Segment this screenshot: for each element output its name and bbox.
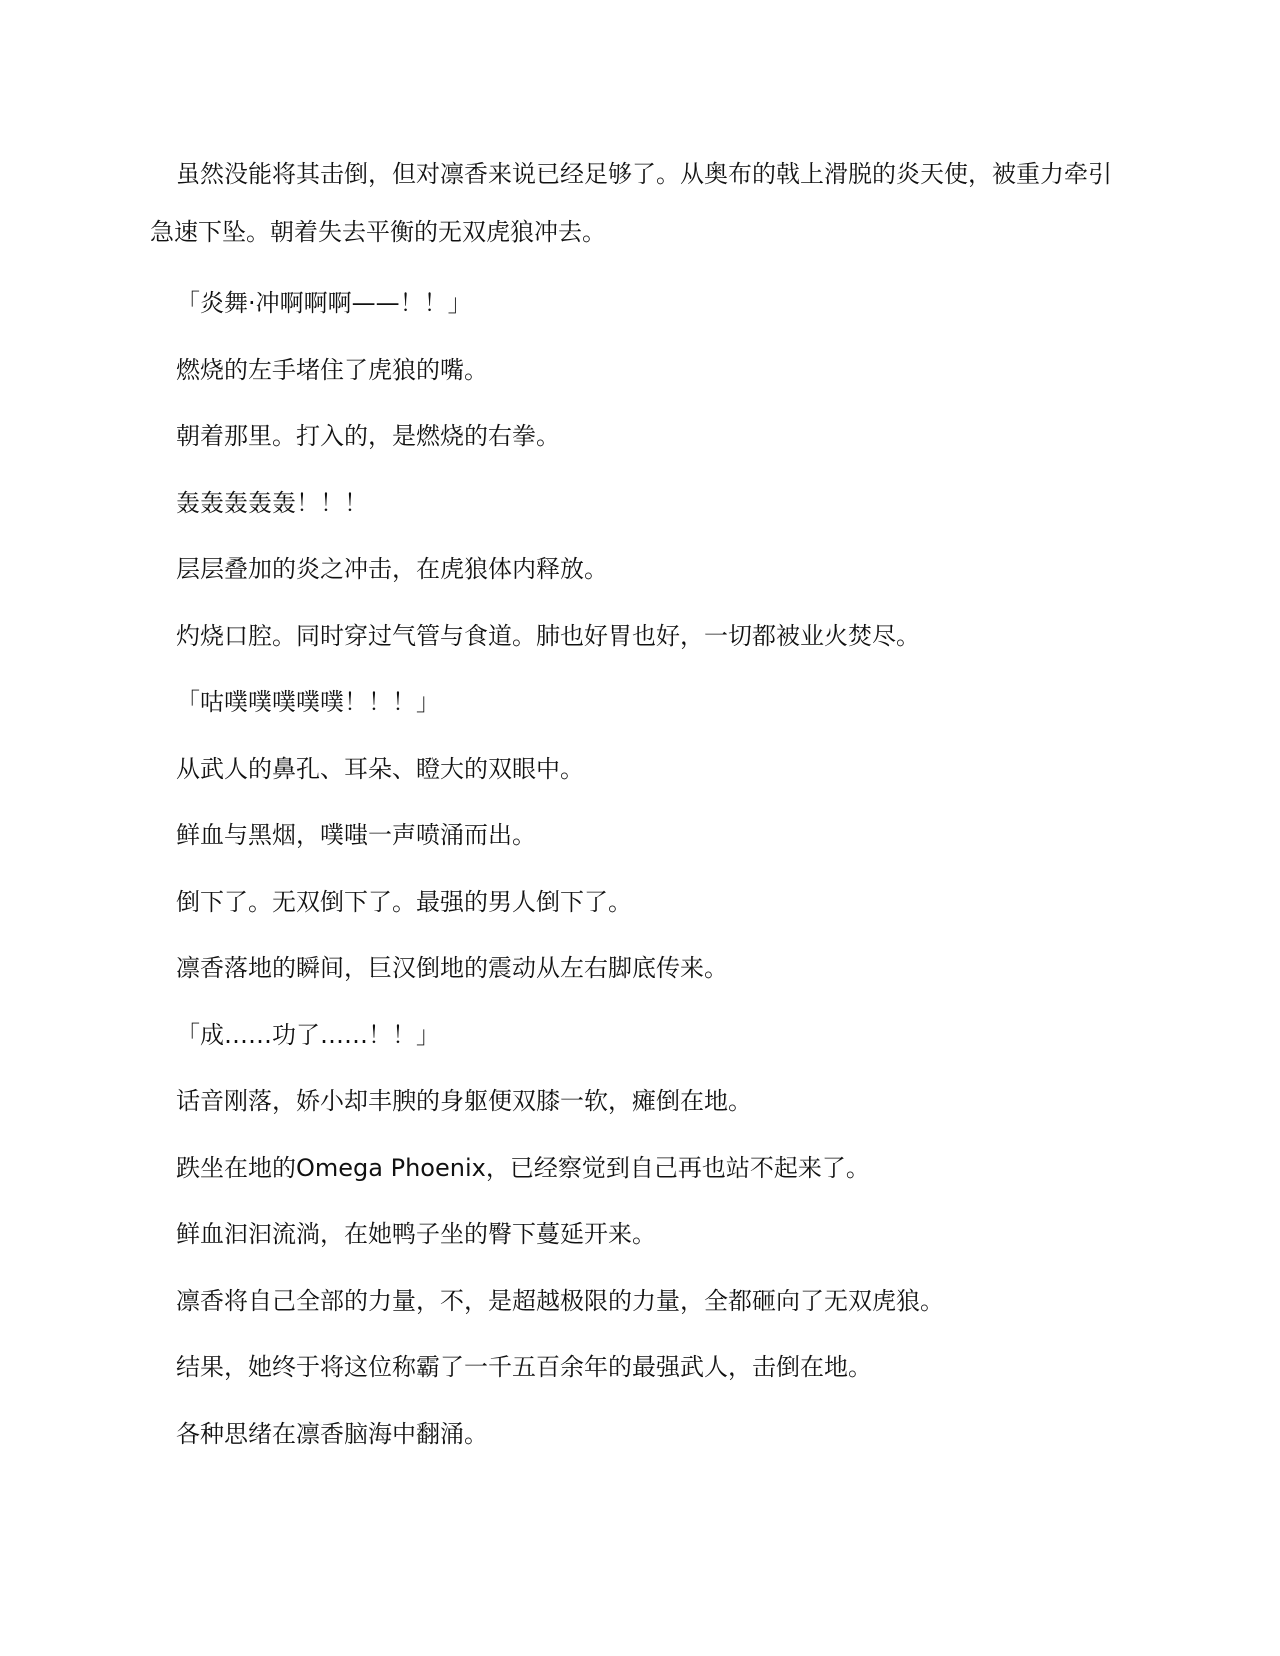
paragraph: 层层叠加的炎之冲击，在虎狼体内释放。 (176, 555, 608, 583)
dialogue-line: 「炎舞·冲啊啊啊——！！」 (176, 289, 472, 317)
paragraph: 灼烧口腔。同时穿过气管与食道。肺也好胃也好，一切都被业火焚尽。 (176, 621, 920, 650)
dialogue-line: 「咕噗噗噗噗噗！！！」 (176, 688, 440, 716)
paragraph: 虽然没能将其击倒，但对凛香来说已经足够了。从奥布的戟上滑脱的炎天使，被重力牵引急速下坠。朝着失去平衡的无双虎狼冲去。 (150, 160, 1112, 246)
paragraph: 倒下了。无双倒下了。最强的男人倒下了。 (176, 887, 632, 916)
paragraph: 燃烧的左手堵住了虎狼的嘴。 (176, 355, 488, 384)
paragraph: 跌坐在地的Omega Phoenix，已经察觉到自己再也站不起来了。 (176, 1153, 870, 1182)
paragraph: 轰轰轰轰轰！！！ (176, 488, 368, 517)
paragraph: 朝着那里。打入的，是燃烧的右拳。 (176, 422, 560, 450)
text-body (150, 145, 1130, 1467)
paragraph: 结果，她终于将这位称霸了一千五百余年的最强武人，击倒在地。 (176, 1353, 872, 1381)
paragraph: 凛香落地的瞬间，巨汉倒地的震动从左右脚底传来。 (176, 954, 728, 982)
paragraph: 各种思绪在凛香脑海中翻涌。 (176, 1419, 488, 1448)
paragraph: 凛香将自己全部的力量，不，是超越极限的力量，全都砸向了无双虎狼。 (176, 1286, 944, 1315)
paragraph: 鲜血汩汩流淌，在她鸭子坐的臀下蔓延开来。 (176, 1220, 656, 1248)
dialogue-line: 「成……功了……！！」 (176, 1020, 440, 1049)
paragraph: 鲜血与黑烟，噗嗤一声喷涌而出。 (176, 821, 536, 849)
paragraph: 从武人的鼻孔、耳朵、瞪大的双眼中。 (176, 754, 584, 783)
paragraph: 话音刚落，娇小却丰腴的身躯便双膝一软，瘫倒在地。 (176, 1087, 752, 1115)
